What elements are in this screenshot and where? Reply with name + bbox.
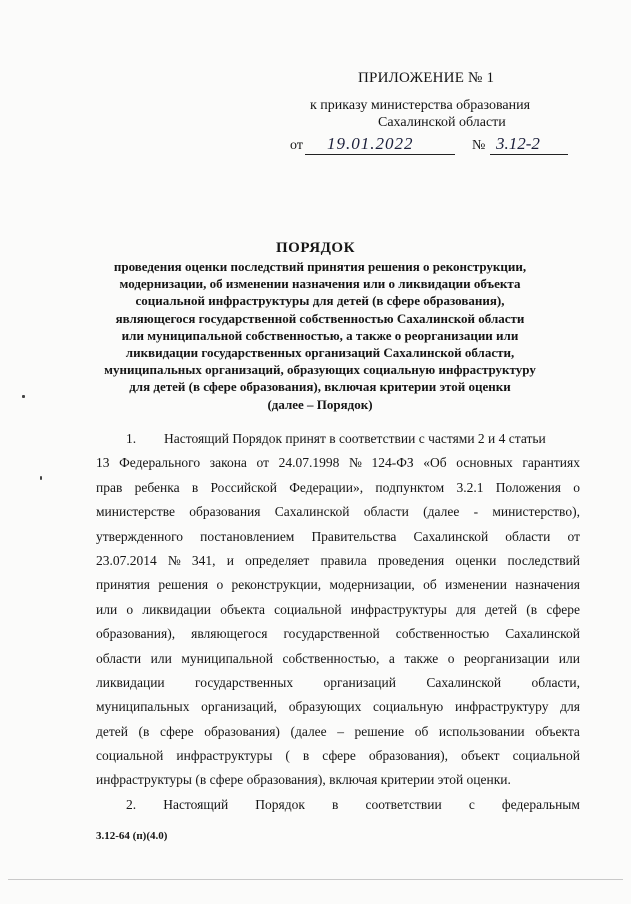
paragraph-1-first-line <box>96 427 580 451</box>
appendix-heading: ПРИЛОЖЕНИЕ № 1 <box>358 70 495 86</box>
footer-code: 3.12-64 (п)(4.0) <box>96 830 168 842</box>
body-line: инфраструктуры (в сфере образования), включая критерии этой оценки. <box>96 772 511 788</box>
body-line <box>96 744 580 768</box>
word: или <box>558 650 580 666</box>
word: определяет <box>245 552 310 568</box>
word: о <box>573 479 580 495</box>
word: области <box>363 504 409 520</box>
word: принятия <box>96 577 150 593</box>
word: «Об <box>423 455 447 471</box>
word: использовании <box>438 723 525 739</box>
order-date-number-line <box>290 136 580 158</box>
word: о <box>126 601 134 617</box>
word: образования) <box>204 723 280 739</box>
order-reference-line2: Сахалинской области <box>378 115 506 130</box>
word: образования), <box>96 626 176 642</box>
word: сфере <box>159 723 194 739</box>
body-line <box>96 720 580 744</box>
word: последствий <box>507 552 580 568</box>
word: детей <box>96 723 128 739</box>
word: решения <box>158 577 209 593</box>
subtitle-line: (далее – Порядок) <box>267 396 373 412</box>
word: или <box>96 601 118 617</box>
word: ликвидации <box>96 674 165 690</box>
date-field <box>305 136 455 155</box>
word: для <box>456 601 476 617</box>
word: Сахалинской <box>413 528 489 544</box>
word: Сахалинской <box>274 504 350 520</box>
word: Правительства <box>311 528 397 544</box>
word: 124-ФЗ <box>371 455 414 471</box>
body-line <box>96 622 580 646</box>
order-reference-line1: к приказу министерства образования <box>310 98 531 113</box>
subtitle-line: муниципальных организаций, образующих социальную инфраструктуру <box>104 362 536 378</box>
word: 13 <box>96 455 110 471</box>
word: № <box>348 455 362 471</box>
word: социальной <box>274 601 342 617</box>
word: государственной <box>283 626 380 642</box>
word: объекта <box>220 601 265 617</box>
word: (в <box>138 723 150 739</box>
word: (далее <box>290 723 327 739</box>
word: ( <box>285 748 290 764</box>
document-subtitle <box>80 258 560 413</box>
word: Порядок <box>255 796 305 812</box>
handwritten-number: 3.12-2 <box>496 134 540 153</box>
word: изменении <box>445 577 507 593</box>
word: объекта <box>535 723 580 739</box>
word: назначения <box>515 577 580 593</box>
word: (в <box>526 601 538 617</box>
word: – <box>337 723 344 739</box>
word: подпунктом <box>375 479 445 495</box>
word: образования), <box>368 748 449 764</box>
word: Российской <box>210 479 277 495</box>
word: организаций, <box>201 699 278 715</box>
body-line <box>96 695 580 719</box>
word: 3.2.1 <box>456 479 484 495</box>
word: Положения <box>495 479 561 495</box>
paragraph-1-number: 1. <box>126 431 137 446</box>
word: министерство), <box>492 504 580 520</box>
word: собственностью <box>395 626 490 642</box>
word: ребенка <box>134 479 180 495</box>
word: для <box>560 699 580 715</box>
body-line <box>96 647 580 671</box>
paragraph-1-lead: Настоящий Порядок принят в соответствии с частями 2 и 4 статьи <box>164 431 546 446</box>
word: об <box>414 723 429 739</box>
word: Федерального <box>119 455 201 471</box>
word: инфраструктуры <box>350 601 447 617</box>
bottom-rule <box>8 879 623 880</box>
word: объект <box>461 748 500 764</box>
paragraph-2-first-line <box>96 793 580 817</box>
word: гарантиях <box>522 455 580 471</box>
word: также <box>404 650 439 666</box>
word: утвержденного <box>96 528 184 544</box>
number-field <box>490 136 568 155</box>
word: являющегося <box>191 626 268 642</box>
document-title: ПОРЯДОК <box>276 240 355 256</box>
word: закона <box>209 455 247 471</box>
number-label: № <box>472 138 486 153</box>
subtitle-line: социальной инфраструктуры для детей (в сфере образования), <box>135 293 505 309</box>
word: или <box>150 650 172 666</box>
word: с <box>468 796 475 812</box>
word: области, <box>531 674 580 690</box>
word: решение <box>354 723 405 739</box>
body-line <box>96 525 580 549</box>
subtitle-line: проведения оценки последствий принятия решения о реконструкции, <box>113 259 527 274</box>
word: Сахалинской <box>505 626 580 642</box>
word: социальной <box>512 748 580 764</box>
word: основных <box>456 455 513 471</box>
word: муниципальных <box>96 699 190 715</box>
word: Федерации», <box>289 479 364 495</box>
body-line <box>96 451 580 475</box>
word: детей <box>485 601 518 617</box>
subtitle-line: для детей (в сфере образования), включая критерии этой оценки <box>129 379 511 395</box>
word: № <box>167 552 181 568</box>
from-label: от <box>290 138 303 153</box>
word: 341, <box>191 552 216 568</box>
document-body <box>96 427 580 817</box>
word: социальную <box>373 699 444 715</box>
subtitle-line: ликвидации государственных организаций Сахалинской области, <box>125 345 515 361</box>
word: министерстве <box>96 504 176 520</box>
word: 24.07.1998 <box>278 455 340 471</box>
word: реорганизации <box>464 650 550 666</box>
word: области <box>505 528 551 544</box>
word: государственных <box>195 674 294 690</box>
word: муниципальной <box>181 650 274 666</box>
word: сфере <box>322 748 356 764</box>
word: и <box>226 552 234 568</box>
body-line <box>96 500 580 524</box>
word: оценки <box>455 552 497 568</box>
word: образования <box>189 504 261 520</box>
word: об <box>423 577 437 593</box>
word: Настоящий <box>163 796 229 812</box>
body-line <box>96 476 580 500</box>
word: области <box>96 650 142 666</box>
subtitle-line: или муниципальной собственностью, а также о реорганизации или <box>121 327 519 343</box>
word: организаций <box>323 674 396 690</box>
word: образующих <box>288 699 362 715</box>
word: сфере <box>546 601 580 617</box>
word: ликвидации <box>142 601 212 617</box>
word: а <box>388 650 395 666</box>
body-line <box>96 598 580 622</box>
word: Сахалинской <box>426 674 502 690</box>
word: в <box>302 748 310 764</box>
scan-speck <box>40 476 42 480</box>
word: инфраструктуру <box>454 699 549 715</box>
word: о <box>447 650 455 666</box>
handwritten-date: 19.01.2022 <box>327 134 414 153</box>
body-line-spread <box>96 671 580 695</box>
scan-speck <box>22 395 25 398</box>
word: от <box>256 455 270 471</box>
word: от <box>567 528 580 544</box>
word: реконструкции, <box>231 577 322 593</box>
word: модернизации, <box>329 577 415 593</box>
word: в <box>332 796 339 812</box>
word: в <box>191 479 199 495</box>
subtitle-line: являющегося государственной собственностью Сахалинской области <box>115 310 525 326</box>
word: собственностью, <box>282 650 380 666</box>
word: прав <box>96 479 123 495</box>
word: инфраструктуры <box>176 748 273 764</box>
word: - <box>473 504 479 520</box>
word: о <box>216 577 224 593</box>
word: социальной <box>96 748 164 764</box>
body-line <box>96 549 580 573</box>
word: постановлением <box>200 528 295 544</box>
word: соответствии <box>365 796 442 812</box>
word: федеральным <box>501 796 580 812</box>
paragraph-2-number: 2. <box>126 796 137 812</box>
word: проведения <box>377 552 445 568</box>
word: 23.07.2014 <box>96 552 157 568</box>
subtitle-line: модернизации, об изменении назначения или о ликвидации объекта <box>119 276 521 292</box>
word: (далее <box>423 504 460 520</box>
body-line <box>96 573 580 597</box>
word: правила <box>320 552 367 568</box>
